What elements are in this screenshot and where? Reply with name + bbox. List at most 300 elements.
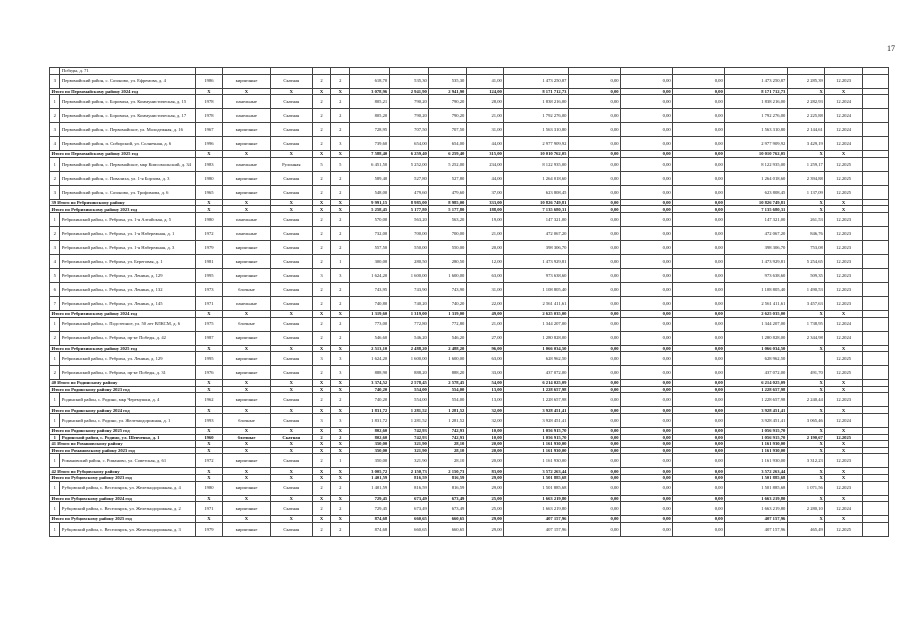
table-cell: 888,20 (429, 366, 467, 380)
table-cell: 0,00 (673, 109, 725, 123)
table-cell: 1 473 250,87 (504, 74, 569, 88)
table-cell: 3 374,52 (350, 380, 390, 387)
table-cell: 0,00 (568, 151, 620, 158)
table-cell: 1987 (195, 331, 222, 345)
table-cell: 0,00 (621, 502, 673, 516)
table-cell: X (312, 407, 331, 414)
table-cell (429, 68, 467, 75)
table-cell: 0,00 (673, 441, 725, 448)
table-cell: 660,65 (429, 516, 467, 523)
table-cell: 654,00 (389, 137, 429, 151)
table-cell (862, 454, 888, 468)
table-cell: 1 663 219,80 (504, 502, 569, 516)
address-cell: Первомайский район, с. Повалиха, ул. 1-я Борзова, д. 3 (60, 171, 195, 185)
table-cell: 0,00 (621, 137, 673, 151)
table-cell: 3 (331, 137, 350, 151)
table-cell: 1 161 930,00 (504, 447, 569, 454)
table-cell: 554,00 (429, 393, 467, 407)
table-cell: Скатная (270, 268, 312, 282)
table-cell: 1965 (195, 185, 222, 199)
table-cell (862, 310, 888, 317)
total-label: 41 Итого по Романовскому району (50, 441, 196, 448)
table-cell: 1981 (195, 254, 222, 268)
table-cell: 350,00 (350, 447, 390, 454)
table-cell (862, 474, 888, 481)
total-label: Итого по Ребрихинскому району 2025 год (50, 345, 196, 352)
table-cell: кирпичные (223, 254, 271, 268)
table-cell (466, 68, 504, 75)
table-cell: X (223, 447, 271, 454)
table-cell: 12.2025 (825, 434, 863, 441)
table-cell: 1 624,20 (350, 268, 390, 282)
table-cell: X (331, 495, 350, 502)
table-cell: кирпичные (223, 481, 271, 495)
table-cell: 0,00 (673, 468, 725, 475)
table-cell (862, 366, 888, 380)
table-cell: 3 (331, 268, 350, 282)
table-cell: X (195, 151, 222, 158)
table-cell: 0,00 (568, 345, 620, 352)
table-cell: 1 (331, 454, 350, 468)
table-cell: 1980 (195, 481, 222, 495)
table-cell: X (195, 345, 222, 352)
table-cell: 437 072,00 (504, 366, 569, 380)
table-cell: 0,00 (621, 95, 673, 109)
table-cell: 1962 (195, 393, 222, 407)
table-cell: 54,00 (466, 380, 504, 387)
table-cell: 2 561 411,61 (725, 296, 788, 310)
table-cell: 1967 (195, 123, 222, 137)
table-cell: 32,00 (466, 407, 504, 414)
table-cell: 0,00 (568, 123, 620, 137)
table-cell: 63,00 (466, 352, 504, 366)
table-cell: 673,49 (429, 502, 467, 516)
table-cell: X (223, 199, 271, 206)
table-cell: 0,00 (568, 352, 620, 366)
table-cell: X (825, 474, 863, 481)
table-cell: 554,00 (389, 386, 429, 393)
table-cell: 2 (312, 393, 331, 407)
table-cell: 1973 (195, 282, 222, 296)
table-cell: 0,00 (673, 137, 725, 151)
table-cell: 12,00 (466, 254, 504, 268)
table-cell: Скатная (270, 502, 312, 516)
table-cell: 3 (50, 123, 60, 137)
total-label: 40 Итого по Родинскому району (50, 380, 196, 387)
table-cell: 2 941,90 (389, 88, 429, 95)
table-cell: X (331, 310, 350, 317)
table-cell: 0,00 (621, 310, 673, 317)
table-cell: кирпичные (223, 352, 271, 366)
table-cell: 2 190,67 (787, 434, 825, 441)
address-cell: Ребрихинский район, с. Ребриха, ул. Береговая, д. 1 (60, 254, 195, 268)
table-cell: 0,00 (621, 441, 673, 448)
table-cell: 5 177,80 (389, 206, 429, 213)
table-cell: X (223, 345, 271, 352)
table-cell: 1 281,52 (389, 413, 429, 427)
table-cell: 0,00 (673, 151, 725, 158)
table-cell: X (270, 386, 312, 393)
table-cell: 2 (312, 502, 331, 516)
table-cell: 732,00 (350, 226, 390, 240)
table-cell: 2 625 035,00 (725, 310, 788, 317)
table-cell: 1 473 929,81 (725, 254, 788, 268)
table-cell: 0,00 (673, 502, 725, 516)
total-label: Итого по Ребрихинскому району 2023 год (50, 206, 196, 213)
table-cell: 1 831,72 (350, 407, 390, 414)
table-cell: 1 161 930,00 (725, 454, 788, 468)
table-cell: 5 (331, 157, 350, 171)
table-cell: 1 501 885,68 (504, 481, 569, 495)
table-cell: 2 488,20 (429, 345, 467, 352)
table-cell: 21,00 (466, 109, 504, 123)
table-cell (270, 68, 312, 75)
table-cell: 1 228 657,98 (725, 386, 788, 393)
table-cell: 1 319,60 (350, 310, 390, 317)
table-cell: 41,00 (466, 74, 504, 88)
table-cell (787, 352, 825, 366)
table-cell: 4 (50, 254, 60, 268)
total-row (50, 495, 889, 502)
table-cell: 12.2023 (825, 240, 863, 254)
table-cell: 6 214 025,09 (725, 380, 788, 387)
table-cell: X (825, 206, 863, 213)
table-cell: 0,00 (568, 185, 620, 199)
table-cell: 1 (50, 481, 60, 495)
table-row (50, 185, 889, 199)
table-cell: 1 (50, 95, 60, 109)
table-cell: X (223, 427, 271, 434)
table-cell: X (270, 407, 312, 414)
table-cell: 2 977 909,92 (725, 137, 788, 151)
address-cell: Ребрихинский район, с. Ребриха, ул. Ленина, д. 129 (60, 352, 195, 366)
table-row (50, 212, 889, 226)
table-cell: 3 (50, 240, 60, 254)
table-cell: 1 056 915,70 (504, 434, 569, 441)
table-cell: 2 578,45 (389, 380, 429, 387)
table-cell: 1 259,17 (787, 157, 825, 171)
table-cell: 0,00 (673, 123, 725, 137)
table-cell: кирпичные (223, 502, 271, 516)
table-cell (862, 123, 888, 137)
address-cell: Ребрихинский район, с. Ребриха, ул. 1-я Набережная, д. 1 (60, 226, 195, 240)
table-cell: 1 663 219,80 (725, 495, 788, 502)
table-cell: 2 (312, 522, 331, 536)
table-cell: 874,68 (350, 522, 390, 536)
total-row (50, 380, 889, 387)
table-cell: 3 (331, 352, 350, 366)
address-cell: Рубцовский район, с. Веселоярск, ул. Железнодорожная, д. 2 (60, 502, 195, 516)
table-cell: 0,00 (673, 447, 725, 454)
table-cell: 772,80 (389, 317, 429, 331)
table-cell: 49,00 (466, 310, 504, 317)
table-row (50, 366, 889, 380)
table-cell: 7 588,40 (350, 151, 390, 158)
table-cell: 660,65 (389, 522, 429, 536)
table-cell: 321,90 (389, 454, 429, 468)
table-cell: X (270, 441, 312, 448)
table-cell: 3 078,96 (350, 88, 390, 95)
table-cell: 527,80 (429, 171, 467, 185)
table-cell (862, 468, 888, 475)
table-cell: 2 (331, 109, 350, 123)
table-cell: 527,80 (389, 171, 429, 185)
table-cell: 1 (50, 434, 60, 441)
table-cell: 0,00 (621, 157, 673, 171)
table-cell: 3 928 451,41 (504, 407, 569, 414)
table-cell: 0,00 (673, 226, 725, 240)
table-cell: 2 (312, 454, 331, 468)
table-cell: X (787, 310, 825, 317)
table-cell: 5 258,45 (350, 206, 390, 213)
table-cell: X (787, 447, 825, 454)
table-cell: 0,00 (673, 282, 725, 296)
table-cell: 0,00 (621, 199, 673, 206)
table-cell: 0,00 (568, 366, 620, 380)
table-cell (862, 447, 888, 454)
table-cell (862, 268, 888, 282)
table-cell: 1 108 805,40 (725, 282, 788, 296)
table-cell: 8 171 712,73 (725, 88, 788, 95)
table-cell: X (270, 495, 312, 502)
table-cell: X (223, 468, 271, 475)
table-cell: 12.2025 (825, 185, 863, 199)
table-cell: X (825, 407, 863, 414)
table-cell: 12.2024 (825, 123, 863, 137)
table-cell: 2 (312, 366, 331, 380)
table-cell: кирпичные (223, 137, 271, 151)
table-cell: Скатная (270, 171, 312, 185)
table-cell: 790,20 (389, 109, 429, 123)
table-cell: 465,49 (787, 522, 825, 536)
table-cell: X (787, 206, 825, 213)
table-cell: 0,00 (621, 434, 673, 441)
table-cell: 83,00 (466, 468, 504, 475)
table-cell: 0,00 (673, 240, 725, 254)
table-cell: 3 (50, 185, 60, 199)
table-cell (862, 171, 888, 185)
table-cell (862, 413, 888, 427)
table-cell: 0,00 (568, 157, 620, 171)
table-cell (862, 495, 888, 502)
table-cell: 3 572 263,44 (504, 468, 569, 475)
table-cell: 0,00 (568, 240, 620, 254)
table-cell (389, 68, 429, 75)
table-cell: 2 (50, 366, 60, 380)
table-cell: 32,00 (466, 413, 504, 427)
table-cell: 300,00 (350, 254, 390, 268)
table-cell: 0,00 (621, 352, 673, 366)
table-cell (862, 95, 888, 109)
table-cell: 398 306,70 (725, 240, 788, 254)
table-cell: 805,21 (350, 95, 390, 109)
table-cell: 0,00 (621, 427, 673, 434)
total-row (50, 516, 889, 523)
table-cell: 407 157,96 (504, 516, 569, 523)
table-cell: Скатная (270, 123, 312, 137)
table-cell: 12.2023 (825, 296, 863, 310)
table-cell (862, 502, 888, 516)
table-cell: 19,00 (466, 212, 504, 226)
table-cell: 2 (312, 296, 331, 310)
table-cell (862, 185, 888, 199)
table-cell: 31,00 (466, 123, 504, 137)
table-cell: 2 (331, 481, 350, 495)
table-cell: 0,00 (673, 268, 725, 282)
table-cell: 2 (331, 74, 350, 88)
table-cell: 790,20 (429, 95, 467, 109)
total-row (50, 206, 889, 213)
table-cell: 2 (331, 393, 350, 407)
table-cell: панельные (223, 109, 271, 123)
table-cell: 3 928 451,41 (504, 413, 569, 427)
table-cell: 554,00 (429, 386, 467, 393)
table-cell: 1 (50, 317, 60, 331)
table-cell: 350,00 (350, 441, 390, 448)
table-cell (862, 254, 888, 268)
table-cell: панельные (223, 157, 271, 171)
table-cell: 0,00 (621, 171, 673, 185)
table-cell: X (195, 474, 222, 481)
table-cell: 2 (312, 226, 331, 240)
table-cell: 8 122 935,00 (725, 157, 788, 171)
table-cell: 0,00 (621, 74, 673, 88)
table-cell: 0,00 (568, 268, 620, 282)
table-cell (50, 68, 60, 75)
table-cell: 3 005,72 (350, 468, 390, 475)
table-cell: 280,50 (429, 254, 467, 268)
table-cell: X (825, 386, 863, 393)
table-cell: 546,60 (350, 331, 390, 345)
table-cell: 2 (50, 226, 60, 240)
table-cell: Скатная (270, 331, 312, 345)
table-cell: 0,00 (568, 310, 620, 317)
table-cell: 816,59 (429, 474, 467, 481)
table-cell: 729,45 (350, 502, 390, 516)
table-cell: 623 808,45 (725, 185, 788, 199)
table-cell: 2 513,10 (350, 345, 390, 352)
table-cell (673, 68, 725, 75)
table-cell: 2 344,98 (787, 331, 825, 345)
table-cell: 0,00 (621, 447, 673, 454)
table-cell: X (223, 206, 271, 213)
table-cell: 0,00 (568, 407, 620, 414)
table-cell: блочные (223, 413, 271, 427)
table-cell: 96,00 (466, 345, 504, 352)
table-cell: X (825, 199, 863, 206)
table-cell: X (787, 380, 825, 387)
table-cell: 2 150,73 (389, 468, 429, 475)
table-cell: 846,76 (787, 226, 825, 240)
table-cell: 0,00 (621, 366, 673, 380)
table-cell: 742,93 (389, 434, 429, 441)
table-cell: 12.2024 (825, 317, 863, 331)
table-cell: 1 600,00 (389, 268, 429, 282)
table-cell: 3 (331, 413, 350, 427)
table-cell: 1 838 216,00 (725, 95, 788, 109)
table-cell: 0,00 (621, 123, 673, 137)
table-cell: X (787, 495, 825, 502)
table-cell: X (331, 386, 350, 393)
table-cell: 12.2025 (825, 366, 863, 380)
table-cell: 802,60 (350, 434, 390, 441)
table-cell: 1 056 915,70 (725, 434, 788, 441)
table-cell: 12.2023 (825, 268, 863, 282)
table-cell: 0,00 (621, 296, 673, 310)
table-cell: 660,65 (429, 522, 467, 536)
table-cell: 0,00 (568, 434, 620, 441)
table-cell: 0,00 (673, 317, 725, 331)
table-cell: 1 473 250,87 (725, 74, 788, 88)
table-cell: 0,00 (621, 185, 673, 199)
table-cell: 742,93 (389, 427, 429, 434)
table-cell: 1 056 915,70 (725, 427, 788, 434)
table-cell: 0,00 (673, 199, 725, 206)
table-cell: X (825, 151, 863, 158)
table-cell: 5 177,80 (429, 206, 467, 213)
table-cell: 0,00 (673, 407, 725, 414)
table-cell: 10 010 762,05 (504, 151, 569, 158)
table-cell: Скатная (270, 74, 312, 88)
table-cell: 790,20 (429, 109, 467, 123)
table-cell: 1 663 219,80 (725, 502, 788, 516)
table-cell: 1976 (195, 366, 222, 380)
table-cell: 27,00 (466, 331, 504, 345)
table-cell: X (270, 447, 312, 454)
table-cell: 700,00 (429, 226, 467, 240)
table-cell (350, 68, 390, 75)
table-cell: 740,80 (350, 296, 390, 310)
table-cell: 1 (331, 254, 350, 268)
table-cell: X (195, 516, 222, 523)
table-cell: 0,00 (673, 95, 725, 109)
table-row (50, 393, 889, 407)
table-cell: кирпичные (223, 171, 271, 185)
table-cell: 1 264 018,60 (725, 171, 788, 185)
table-cell: X (223, 516, 271, 523)
table-cell: X (331, 407, 350, 414)
table-cell: X (787, 407, 825, 414)
table-cell: X (331, 516, 350, 523)
table-cell: 0,00 (621, 407, 673, 414)
table-cell: 12.2025 (825, 352, 863, 366)
total-row (50, 345, 889, 352)
table-cell: 888,90 (350, 366, 390, 380)
table-cell: X (223, 88, 271, 95)
table-cell: 0,00 (568, 495, 620, 502)
total-row (50, 427, 889, 434)
table-cell: X (312, 88, 331, 95)
table-cell: 707,50 (389, 123, 429, 137)
table-cell: X (331, 199, 350, 206)
table-cell: 407 157,96 (725, 516, 788, 523)
table-cell: 29,00 (466, 474, 504, 481)
address-cell: Ребрихинский район, с. Ребриха, пр-кт Победы, д. 31 (60, 366, 195, 380)
table-cell: 0,00 (621, 226, 673, 240)
table-cell: панельные (223, 95, 271, 109)
address-cell: Первомайский район, с. Боровиха, ул. Коммунистическая, д. 15 (60, 95, 195, 109)
table-cell: 12.2024 (825, 413, 863, 427)
table-cell (862, 427, 888, 434)
table-cell: 0,00 (621, 206, 673, 213)
table-cell: 2 285,39 (787, 74, 825, 88)
table-cell: 0,00 (621, 495, 673, 502)
table-cell: 6 214 025,09 (504, 380, 569, 387)
total-row (50, 386, 889, 393)
table-cell: 1 624,20 (350, 352, 390, 366)
table-cell: 3 (312, 413, 331, 427)
table-cell: 20,00 (466, 240, 504, 254)
